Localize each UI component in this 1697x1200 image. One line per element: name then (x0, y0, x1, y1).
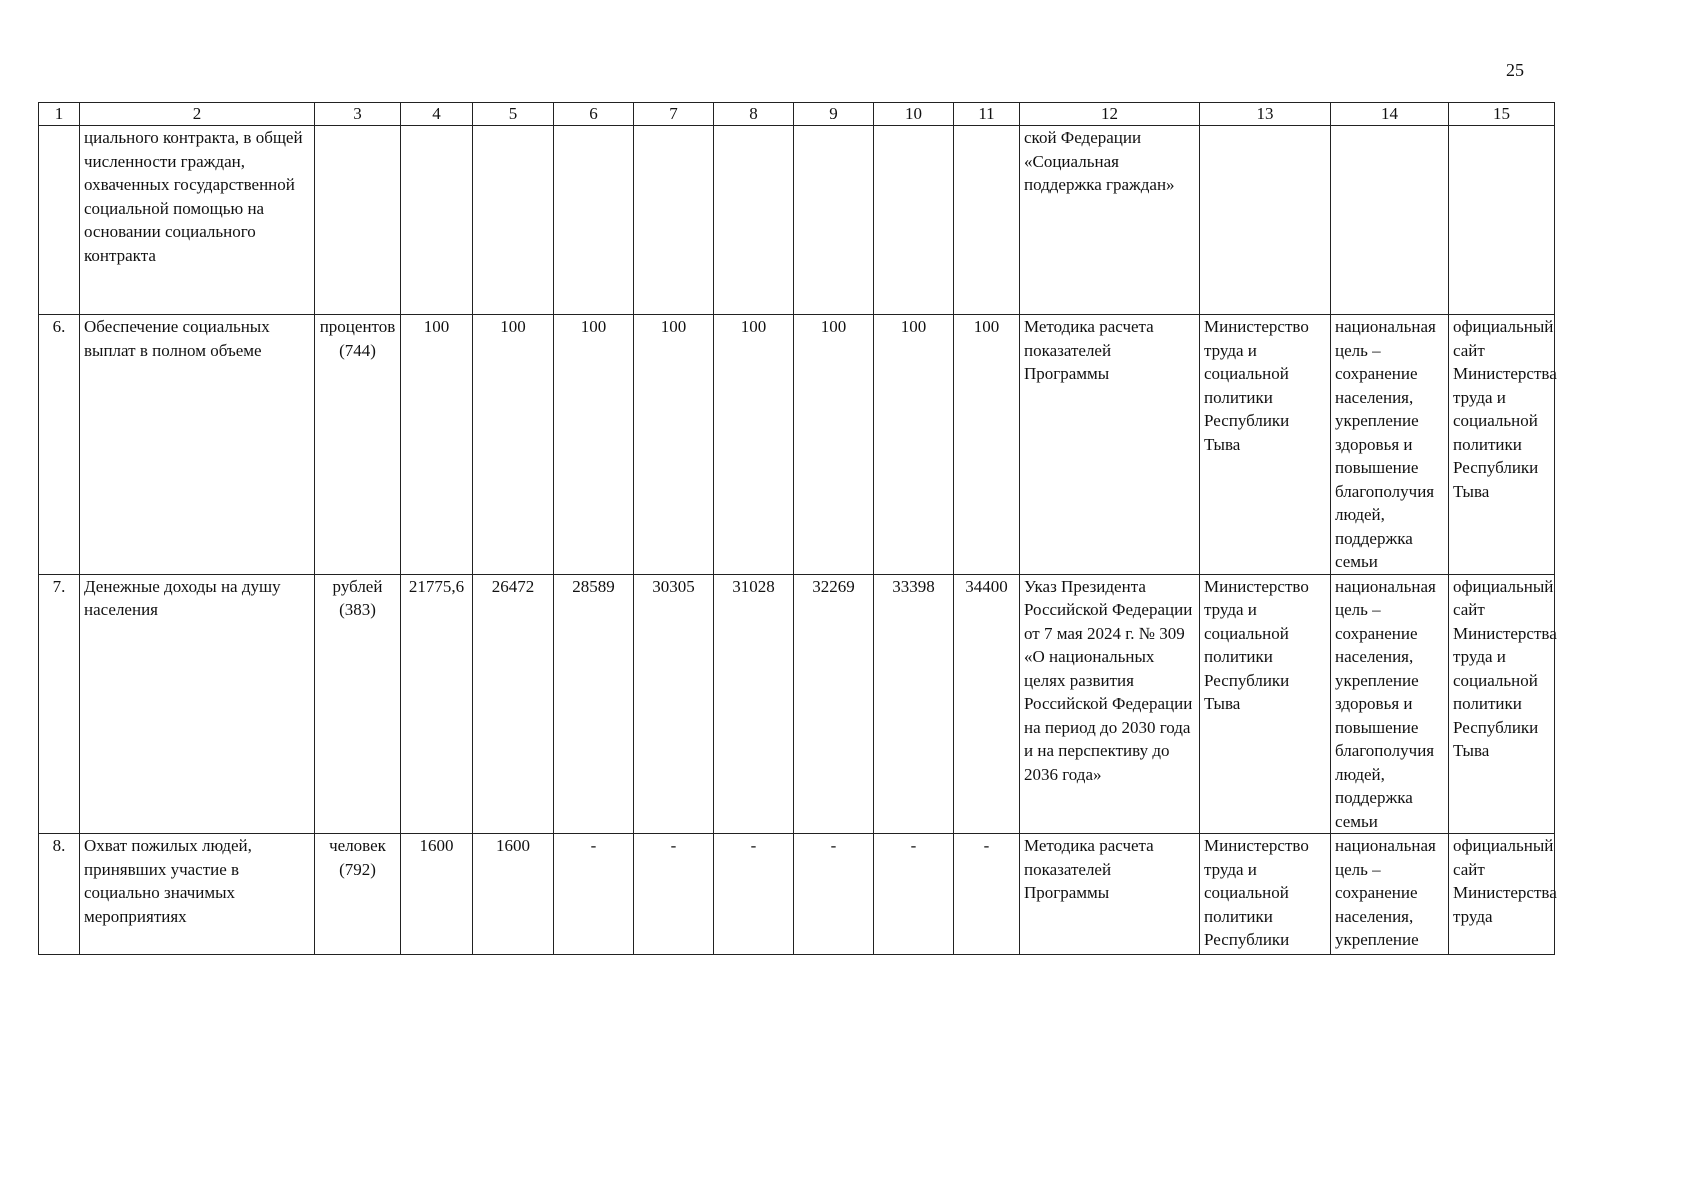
value-cell (634, 126, 714, 315)
value-cell: 26472 (473, 574, 554, 834)
responsible-body: Министерство труда и социальной политики Республики Тыва (1200, 574, 1331, 834)
unit: процентов (744) (315, 315, 401, 575)
table-row (39, 574, 1555, 834)
info-source: официальный сайт Министерства труда и социальной политики Республики Тыва (1449, 315, 1555, 575)
value-cell: 21775,6 (401, 574, 473, 834)
value-cell (714, 126, 794, 315)
value-cell: 1600 (401, 834, 473, 955)
column-number: 6 (554, 103, 634, 126)
document-basis: Методика расчета показателей Программы (1020, 834, 1200, 955)
column-number: 15 (1449, 103, 1555, 126)
column-number-row (39, 103, 1555, 126)
value-cell (794, 126, 874, 315)
column-number: 8 (714, 103, 794, 126)
value-cell (954, 126, 1020, 315)
column-number: 7 (634, 103, 714, 126)
column-number: 2 (80, 103, 315, 126)
value-cell: 100 (634, 315, 714, 575)
value-cell: 100 (874, 315, 954, 575)
info-source (1449, 126, 1555, 315)
value-cell: 100 (473, 315, 554, 575)
row-number: 7. (39, 574, 80, 834)
row-number: 6. (39, 315, 80, 575)
indicator-name: Охват пожилых людей, принявших участие в социально значимых мероприятиях (80, 834, 315, 955)
column-number: 11 (954, 103, 1020, 126)
document-basis: ской Федерации «Социальная поддержка граждан» (1020, 126, 1200, 315)
value-cell (874, 126, 954, 315)
value-cell: 30305 (634, 574, 714, 834)
column-number: 3 (315, 103, 401, 126)
value-cell: 31028 (714, 574, 794, 834)
value-cell: 100 (714, 315, 794, 575)
value-cell (473, 126, 554, 315)
indicator-name: Обеспечение социальных выплат в полном объеме (80, 315, 315, 575)
national-goal: национальная цель – сохранение населения, укрепление здоровья и повышение благополучия людей, поддержка семьи (1331, 315, 1449, 575)
row-number: 8. (39, 834, 80, 955)
unit (315, 126, 401, 315)
value-cell: 33398 (874, 574, 954, 834)
value-cell: 32269 (794, 574, 874, 834)
column-number: 4 (401, 103, 473, 126)
table-row (39, 126, 1555, 315)
value-cell: - (634, 834, 714, 955)
national-goal: национальная цель – сохранение населения, укрепление (1331, 834, 1449, 955)
value-cell: - (554, 834, 634, 955)
column-number: 1 (39, 103, 80, 126)
column-number: 14 (1331, 103, 1449, 126)
value-cell: 28589 (554, 574, 634, 834)
value-cell (554, 126, 634, 315)
value-cell: 34400 (954, 574, 1020, 834)
value-cell: 100 (554, 315, 634, 575)
national-goal (1331, 126, 1449, 315)
indicator-name: Денежные доходы на душу населения (80, 574, 315, 834)
value-cell: - (714, 834, 794, 955)
responsible-body: Министерство труда и социальной политики Республики (1200, 834, 1331, 955)
indicators-table (38, 102, 1555, 955)
value-cell: 100 (954, 315, 1020, 575)
column-number: 9 (794, 103, 874, 126)
indicator-name: циального контракта, в общей численности граждан, охваченных государственной социальной помощью на основании социального контракта (80, 126, 315, 315)
value-cell (401, 126, 473, 315)
value-cell: 100 (794, 315, 874, 575)
column-number: 5 (473, 103, 554, 126)
value-cell: - (794, 834, 874, 955)
table-row (39, 834, 1555, 955)
info-source: официальный сайт Министерства труда и социальной политики Республики Тыва (1449, 574, 1555, 834)
column-number: 13 (1200, 103, 1331, 126)
page-number: 25 (1506, 60, 1524, 80)
value-cell: - (954, 834, 1020, 955)
responsible-body (1200, 126, 1331, 315)
document-basis: Указ Президента Российской Федерации от 7 мая 2024 г. № 309 «О национальных целях развития Российской Федерации на период до 2030 года и на перспективу до 2036 года» (1020, 574, 1200, 834)
unit: рублей (383) (315, 574, 401, 834)
row-number (39, 126, 80, 315)
column-number: 12 (1020, 103, 1200, 126)
value-cell: 1600 (473, 834, 554, 955)
info-source: официальный сайт Министерства труда (1449, 834, 1555, 955)
table-row (39, 315, 1555, 575)
document-basis: Методика расчета показателей Программы (1020, 315, 1200, 575)
unit: человек (792) (315, 834, 401, 955)
value-cell: 100 (401, 315, 473, 575)
responsible-body: Министерство труда и социальной политики Республики Тыва (1200, 315, 1331, 575)
value-cell: - (874, 834, 954, 955)
national-goal: национальная цель – сохранение населения, укрепление здоровья и повышение благополучия людей, поддержка семьи (1331, 574, 1449, 834)
column-number: 10 (874, 103, 954, 126)
